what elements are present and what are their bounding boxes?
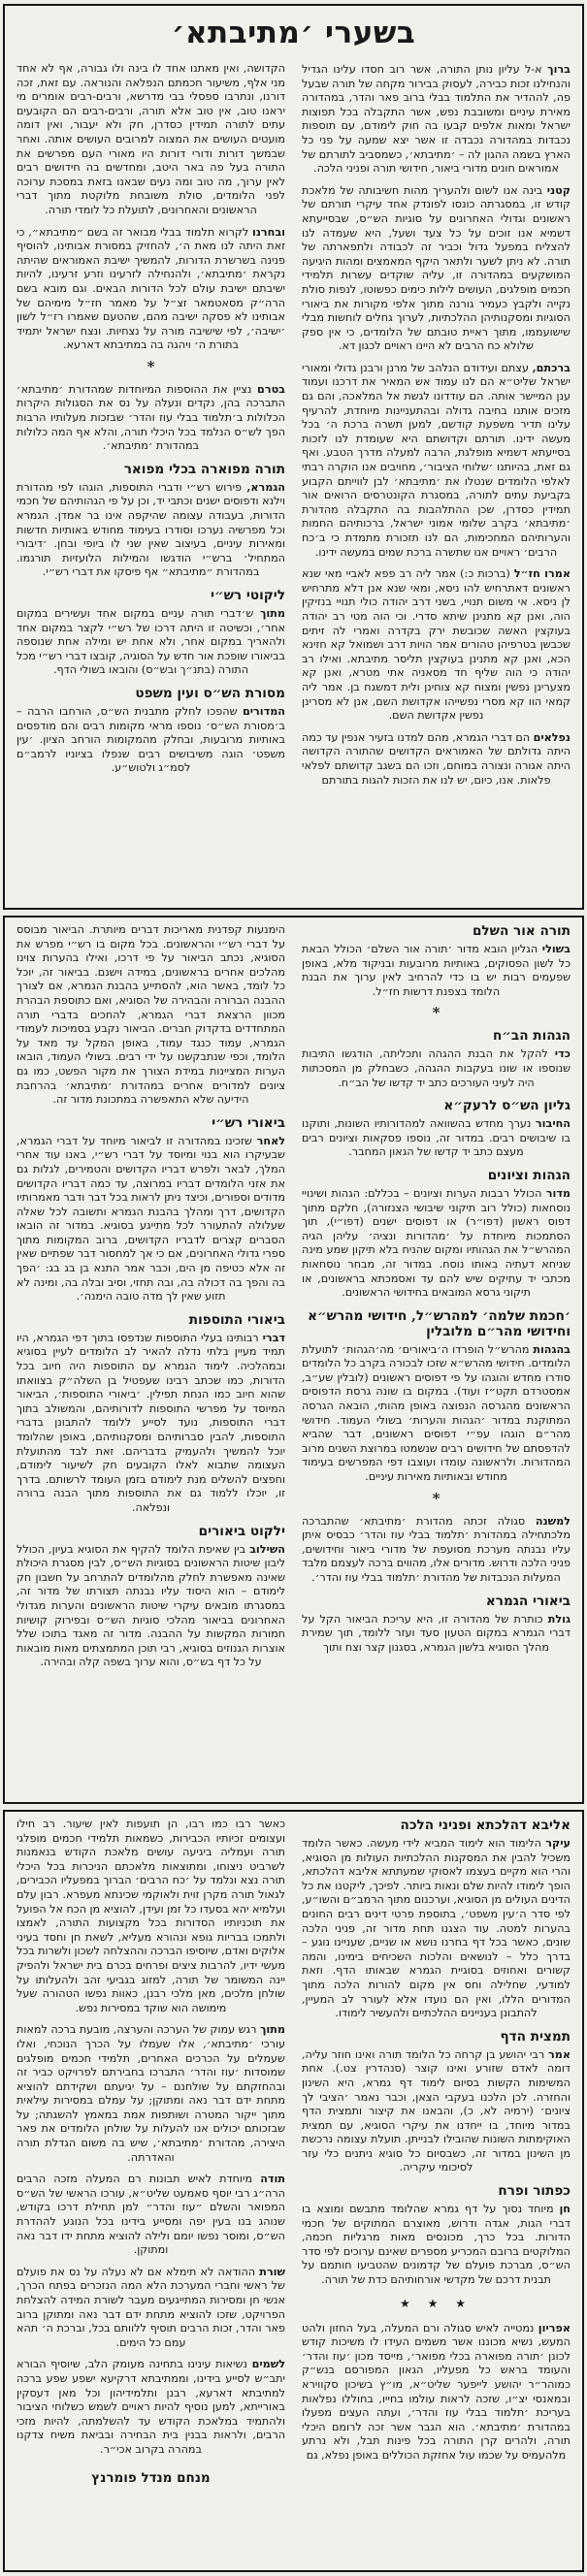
closing-column-left [16,1818,285,2564]
paragraph: לשמים נשיאות עינינו בתחינה מעומק הלב, שיוסיף הבורא יתב״ש לסייע בידינו, וממתיבתא דרקיעא ישפע שפע ברכה למתיבתא דארעא, רבנן ותלמידיהון וכל מאן דעסקין באורייתא, למען נוסיף להיות ראויים לשמש כשלוחי הציבור ולהתמיד במלאכת הקודש עד להשלמתה, להיות מזכי הרבים, ולראות בבנין בית הבחירה ובביאת משיח צדקנו במהרה בקרוב אכי״ר. [16,2357,285,2456]
paragraph-lead-word: תודה [260,2172,285,2186]
paragraph: אמרו חז״ל (ברכות כ:) אמר ליה רב פפא לאביי מאי שנא ראשונים דאתרחיש להו ניסא, ומאי שנא אנן דלא מתרחיש לן ניסא. אי משום תנויי, בשני דרב יהודה כולי תנויי בנזיקין הוה, ואנן קא מתנינן שיתא סדרי. וכי הוה מטי רב יהודה בעוקצין האשה שכובשת ירק בקדרה ואמרי לה זיתים שכבשן בטרפיהן טהורים אמר הויות דרב ושמואל קא חזינא הכא, ואנן קא מתנינן בעוקצין תליסר מתיבתא. ואילו רב יהודה כי הוה שליף חד מסאניה אתי מטרא, ואנן קא מצערינן נפשין ומצוח קא צוחינן ולית דמשגח בן. אמר ליה קמאי הוו קא מסרי נפשייהו אקדושת השם, אנן לא מסרינן נפשין אקדושת השם. [302,566,571,723]
section-heading: ילקוט ביאורים [198,1523,285,1539]
paragraph-lead-word: אמרו חז״ל [513,566,571,581]
paragraph-lead-word: ברכתם, [532,360,571,374]
section-heading: הגהות וציונים [487,1167,571,1183]
paragraph: חן מיוחד נסוך על דף גמרא שהלומד מתבשם ומוצא בו דברי הגות, אגדה ודרוש, מאוצרם המתוקים של חכמי הדורות. בכל כרך, מכונסים מאות מרגליות חכמה, המלוקטים ברובם המכריע מספרים שאינם ערוכים לפי סדר הש״ס, מברכת פועלם של קדמונים שהטביעו חותמם על תבנית דרכם של מקדשי אורחותיהם כדת של תורה. [302,2202,571,2287]
paragraph-lead-word: החיבור [535,1116,571,1131]
paragraph: אמר רבי יהושע בן קרחה כל הלומד תורה ואינו חוזר עליה, דומה לאדם שזורע ואינו קוצר (סנהדרין צט.). אחת המשימות הקשות בסיום לימוד דף גמרא, היא השינון והחזרה. לכן הלכנו בעקבי הצאן, וכבר נאמר ׳הציבי לך ציונים׳ (ירמיה לא, כ), והבאנו את קיצור ותמצית הדף במדור מיוחד, בו ייחדנו את עיקרי הסוגיא, עם תמצית האוקימתות השונות שהובילו לבנייתן. תועלת עצומה נרכשת מן השינון במדור זה, כשבסיום כל סוגיא ניתנים כלי עזר לסיכומי עיקריה. [302,2046,571,2174]
paragraph-lead-word: כדי [554,1046,571,1061]
paragraph-lead-word: מתוך [259,2022,285,2037]
paragraph-lead-word: בהגהות [533,1341,571,1356]
paragraph: מתוך ש׳דברי תורה עניים במקום אחד ועשירים במקום אחר׳, וכשיטה זו היתה דרכו של רש״י לקצר במקום אחד ולהאריך במקום אחר, ולא אחת יש ומילה אחת שנוספה בביאורו שופכת אור חדש על הסוגיה, קובצו דברי רש״י מכל התורה (בתנ״ך ובש״ס) והובאו בשולי הדף. [16,606,285,677]
paragraph-lead-word: ברוך [547,62,571,76]
paragraph: דברי רבותינו בעלי התוספות שנדפסו בתוך דפי הגמרא, היו תמיד מעיין בלתי נדלה להאיר לב הלומדים לעיין בסוגיא ובמהלכיה. לימוד הגמרא עם התוספות היה חיוב בכל הדורות, כמו שכתב רבינו שעפטיל בן השלה״ק בצוואתו שהוא חיוב כמו הנחת תפילין. ׳ביאורי התוספות׳, הביאור המיוסד על מפרשי התוספות לדורותיהם, והמשולב בתוך דברי התוספות, נועד לסייע ללומד להתבונן בדברי התוספות, להבין סברותיהם ומסקנותיהם, באופן שהלומד יוכל להמשיך ולהעמיק בדבריהם. זאת לבד מהתועלת העצומה שתבוא לאלו הקובעים חק לשיעור לימודם, וחפצים להשלים מנת לימודם בזמן העומד לרשותם. בדרך זו, יוכלו ללמוד גם את התוספות מתוך הבנה ברורה ונפלאה. [16,1330,285,1514]
star-divider: * [432,1489,440,1507]
paragraph-lead-word: המדורים [242,703,285,718]
section-heading: כפתור ופרח [498,2183,571,2200]
paragraph: עיקר הלימוד הוא לימוד המביא לידי מעשה. כאשר הלומד משכיל להבין את המסקנות ההלכתיות העולות מן הסוגיא, והרי הוא מקיים בעצמו לאסוקי שמעתתא אליבא דהלכתא, הופך לימודו להיות שלם ונאות ביותר. לפיכך, ליקטנו את כל הדינים העולים מן הסוגיא, וערכנום מתוך הרמב״ם והשו״ע, לפי סדר ה׳עין משפט׳, בתוספת פרטי דינים רבים החונים בהערות למטה. עוד הצגנו תחת מדור זה, פניני הלכה שונים, כאשר בכל דף בחרנו נושא או שניים, שעניינו נוגע – בדרך כלל – לנושאים והלכות השכיחים בימינו, והמה קשורים ואחוזים בסוגיית הגמרא שבאותו הדף. וזאת למודעי, שחלילה וחס אין מקום להורות הלכה מתוך המדורים הללו, ואין הם נועדו אלא לעורר לב המעיין, להתבונן בעניינים ההלכתיים ולהעשיר לימודו. [302,1836,571,2020]
star-divider: * [147,357,155,375]
paragraph: ברכתם, עצתם ועידודם הנלהב של מרנן ורבנן גדולי ומאורי ישראל שליט״א הם לנו עמוד אש המאיר את דרכנו ועמוד ענן המיישר אותה. הם עודדונו לגשת אל המלאכה, והם גם מזכים אותנו בחיבה גדולה ובהתעניינות מיוחדת, להרעיף עלינו תדיר משפעת קודשם, למען תשרה ברכת ה׳ בכל מעשה ידינו. תורתם וקדושתם היא שעומדת לנו לזכות בסייעתא דשמיא מופלגת, הרבה למעלה מדרך הטבע. ואף גם זאת, בהיותנו ׳שלוחי הציבור׳, מחויבים אנו הוקרה רבתי לאלפי הלומדים שנטלו את ׳מתיבתא׳ לבן לווייתם הקבוע בקביעת עתים לתורה, במסגרת הקונטרסים הרואים אור תמידין כסדרן, שכן ההתלהבות בה התקבלה מהדורת ׳מתיבתא׳ בקרב שלומי אמוני ישראל, ברכותיהם החמות והערותיהם המחכימות, הם לנו תזכורת מתמדת כי ב׳כח הרבים׳ ראויים אנו שתשרה ברכת שמים במעשה ידינו. [302,360,571,559]
intro-frame [3,4,584,910]
paragraph: בטרם נציין את ההוספות המיוחדות שמהדורת ׳מתיבתא׳ התברכה בהן, נקדים ונעלה על נס את הסגולות היקרות הכלולות ב׳תלמוד בבלי עוז והדר׳ שבזכות מעלותיו הרבות הפך לש״ס הנלמד בכל היכלי תורה, והלא אף המה כלולות במהדורת ׳מתיבתא׳. [16,381,285,453]
paragraph-lead-word: נפלאים [533,729,571,744]
paragraph: מדור הכולל רבבות הערות וציונים – בכללם: הגהות ושינויי נוסחאות (כולל רוב תיקוני שיבושי הצנזורה), חלקם מתוך דפוס ראשון (דפו״ר) או דפוסים ישנים (דפו״י), תוך הסתמכות מיוחדת על ׳מהדורות ונציה׳ עליהן הגיה המהרש״ל את הגהותיו ומקום שהניח בלא תיקון שמע מינה שניחא דעתיה באותו נוסח. במדור זה, מבחר נוסחאות מכתבי יד עתיקים שיש להם עד ואסמכתא בראשונים, או תיקוני גרסא המובאים בחידושי הראשונים. [302,1185,571,1300]
paragraph: מתוך רגש עמוק של הערכה והערצה, מובעת ברכה למאות עורכי ׳מתיבתא׳, אלו שעמלו על הכרך הנוכחי, ואלו שעמלים על הכרכים האחרים, תלמידי חכמים מופלגים שמוסדות ׳עוז והדר׳ התברכו בחבירתם לפרויקט כביר זה ובהחזקתם על שולחנם – על יגיעתם ושקידתם להוציא מתחת ידם דבר נאה ומתוקן; על עמלם במסירות עילאית מתוך ייקור המטרה ושותפות אמת במאמץ להשגתה; על שבזכותם יכולים אנו להעלות על שולחן הלומדים את פאר היצירה, מהדורת ׳מתיבתא׳, שיש בה משום הגדלת תורה והאדרתה. [16,2022,285,2164]
continuation-paragraph: כאשר רבו כמו רבו, הן תועפות לאין שיעור. רב חילו ועצומים זכיותיו הכבירות, כשמאות תלמידי חכמים מופלגי תורה ועמליה ביגיעה עושים מלאכת הקודש בנאמנות לשרביט ניצוחו, ומתוצאות מלאכתם הניכרות בכל היכלי תורה נצא ונלמד על ׳כח הרבים׳ הברוך במפעליו הכבירים, לגאול תורה מקרן זוית ולאוקמי שכינתא מעפרא. רבון עלם ועלמיא יהא בסעדו כל זמן ועידן, להוציא מן הכח אל הפועל את תוכניותיו הסדורות בכל מקצועות התורה, לאמצו ולתמכו בבריות גופא ונהורא מעליא, לשאת חן וחסד בעיני אלוקים ואדם, שיוסיפו הברכה וההצלחה לשכון ולשרות בכל מעשי ידיו, להרבות ציצים ופרחים בכרם בית ישראל ולהפיק יינה המשומר של תורה, למזוג בגביעי זהב ולהעלותו על שולחן מלכים, מאן מלכי רבנן, כאוות נפשו הטהורה שעל מימושה הוא שוקד במסירות נפש. [16,1818,285,2014]
section-heading: גליון הש״ס לרעק״א [443,1098,571,1114]
paragraph: השילוב בין שאיפת הלומד להקיף את הסוגיא בעיון, הכולל ליבון שיטות הראשונים בסוגיות הש״ס, לבין מסגרת היכולת שאינה מאפשרת לחלק מהלומדים להתרחב על חשבון חק לימודם – הוא היסוד עליו נבנתה תצורתו של מדור זה, במסגרתו מובאים עיקרי שיטות הראשונים והערות מגדולי האחרונים בביאור מהלכי סוגיות הש״ס ובפירוק קושיות חמורות המקשות על ההבנה. מדור זה מאגד בתוכו שלל אוצרות הגנוזים בסוגיא, רבי תוכן המתמצתים מאות מובאות על כל דף בש״ס, והוא ערוך בשפה קלה ובהירה. [16,1541,285,1669]
closing-frame [3,1810,584,2572]
section-heading: מסורת הש״ס ועין משפט [135,685,285,701]
paragraph-lead-word: חן [559,2202,571,2216]
paragraph-lead-word: ובחרנו [252,224,285,239]
paragraph: המדורים שהפכו לחלק מתבנית הש״ס, הורחבו הרבה – ב׳מסורת הש״ס׳ נוספו מראי מקומות רבים והם מודפסים באותיות מרובעות, ובחלק מהמקומות הורחב הציון. ׳עין משפט׳ הוגה משיבושים רבים שנפלו בציוניו לרמב״ם לסמ״ג ולטוש״ע. [16,703,285,775]
continuation-paragraph: הימנעות קפדנית מאריכות דברים מיותרת. הביאור מבוסס על דברי רש״י והראשונים. בכל מקום בו רש״י מפרש את הסוגיא, נכתב הביאור על פי דרכו, ואילו בהערות צוינו מהלכים אחרים בראשונים, במידה וישנם. בביאור זה, יוכל כל לומד, באשר הוא, להסתייע בהבנת הגמרא, אם לצורך ההבנה הברורה והבהירה של הסוגיא, ואם כתוספת הבהרת מכוון הרצאת דברי הגמרא, להחכים בדברי תורה המתחדדים בדקדוק חברים. הביאור נקבע בסמיכות לעמודי הגמרא, עמוד כנגד עמוד, באופן המקל עד מאד על הלומד, וכפי שנתבקשנו על ידי רבים. בשולי העמוד, הובאו הערות המציינות במידת הצורך את מקור הפשט, כמו גם ציונים למדורים אחרים במהדורת ׳מתיבתא׳ בהרחבת הידיעה שלא התאפשרה במתכונת מדור זה. [16,923,285,1107]
signature: מנחם מנדל פומרנץ [91,2469,211,2486]
paragraph-lead-word: בטרם [257,381,285,396]
section-heading: ׳חכמת שלמה׳ למהרש״ל, חידושי מהרש״א וחידושי מהר״ם מלובלין [308,1307,571,1339]
paragraph-lead-word: שורת [259,2264,285,2278]
paragraph: ברוך א-ל עליון נותן התורה, אשר רוב חסדו עלינו הגדיל והנחילנו זכות כבירה, לעסוק בבירור מקחה של תורה שבעל פה, לההדיר את התלמוד בבלי ברוב פאר והדר, במהדורה מאירת עיניים ומשובבת נפש, אשר התקבלה בכל תפוצות ישראל ומאות אלפים קבעו בה חוק לימודם, עם תוספות נכבדות במהדורה נכבדה זו אשר יצא שמעה על פני כל הארץ בשמה ההגון לה – ׳מתיבתא׳, כשמסביב לתורתם של אמוראים חונים מדורי ביאור, חידושי תורה ופניני הלכה. [302,62,571,176]
paragraph: הגמרא, פירוש רש״י ודברי התוספות, הוגהו לפי מהדורת וילנא ודפוסים ישנים וכתבי יד, וכן על פי הגהותיהם של חכמי הדורות, בעבודה עצומה שהיקפה אינו בר אמדן. הגמרא וכל מפרשיה נערכו וסודרו בעימוד מחודש באותיות חדשות ומאירות עיניים, בעיצוב שאין שני לו ביופי ובחן. ׳דיבורי המתחיל׳ ברש״י הודגשו והמילות הלועזיות תורגמו. במהדורת ״מתיבתא״ אף פיסקו את דברי רש״י. [16,479,285,579]
paragraph: שורת ההודאה לא תימלא אם לא נעלה על נס את פועלם של ראשי וחברי המערכת הלא המה הנזכרים בפתח הכרך, אנשי חן ומסירות המתייגעים מעבר לשורת המידה להצלחת הפרויקט, שזכו להוציא מתחת ידם דבר נאה ומתוקן ברוב פאר והדר, זכות הרבים תוסיף ללוותם בכל, וברכת ה׳ תהא עמם כל הימים. [16,2264,285,2349]
page-title: בשערי ׳מתיבתא׳ [171,16,416,50]
paragraph: כדי להקל את הבנת ההגהה ותכליתה, הודגשו התיבות שנוספו או שונו בעקבות ההגהה, כשבחלק מן המסכתות היה לעיני העורכים כתב יד קדשו של הב״ח. [302,1046,571,1089]
section-heading: ביאורי התוספות [188,1311,285,1328]
paragraph: אפריון נמטייה לאיש סגולה ורם המעלה, בעל החזון ולהט המעש, נשיא מכוננו אשר משמים העידו לו משיכות קודש לכונן ׳תורה מפוארה בכלי מפואר׳, מייסד מכון ׳עוז והדר׳ והעומד בראש כל מפעליו, הגאון המפורסם בנש״ק כמוהר״ר יהושע לייפער שליט״א, מו״ץ בשיכון סקווירא ובמאנסי יצ״ו, שזכה לראות עולמו בחייו, בחוללו נפלאות בעריכת ׳תלמוד בבלי עוז והדר׳, ועתה העצים מפעלו במהדורת ׳מתיבתא׳. הוא הגבר אשר זכה לרומם היכלי תורה, ולהרים קרן התורה בכל פינות תבל, ולא נרתע מלהעמיס על שכמו עול אחזקת הכוללים באופן נפלא, גם [302,2320,571,2462]
paragraph: לאחר שזכינו במהדורה זו לביאור מיוחד על דברי הגמרא, שבעיקרו הוא בנוי ומיוסד על דברי רש״י, באנו עוד אחרי המלך, לבאר ולפרש דבריו הקדושים והטמירים, לגלות גם את אזני הלומדים דבריו במרוצה, עד כמה דבריו הקדושים מדודים וספורים, וכיצד ניתן לראות בכל דבר ודבר מאמרותיו הקדושים, דרך ומהלך בהבנת הגמרא ותשובה לכל שאלה שעלולה להתעורר לכל מתייגע בסוגיא. במדור זה הובאו הסברים קצרים לדבריו הקדושים, ברוב המקומות מתוך ספרי גדולי האחרונים, אם כי אך למחסור דבר שפתיים שאין זה אלא כטיפה מן הים, וכבר אמר התנא בן בג בג: ׳הפך בה והפך בה דכולה בה, ובה תחזי, וסיב ובלה בה, ומינה לא תזוע שאין לך מדה טובה הימנה׳. [16,1133,285,1304]
closing-column-right [302,1818,571,2564]
intro-columns [16,62,571,894]
section-heading: אליבא דהלכתא ופניני הלכה [400,1818,571,1833]
paragraph: בהגהות מהרש״ל הופרדו ה׳ביאורים׳ מה׳הגהות׳ לתועלת הלומדים. חידושי מהרש״א שזכו לבכורה בקרב כל הלומדים סודרו מחדש והוגהו על פי דפוסים ראשונים (לובלין שע״ב, אמסטרדם תקט״ז ועוד). במקום בו שונה גרסת הדפוסים הראשונים מהגרסה הנפוצה באופן מהותי, הובאה הגרסה המתוקנת במדור ׳הגהות והערות׳ בשולי העמוד. חידושי מהר״ם הוגהו עפ״י דפוסים ראשונים, דבר שהביא להדפסתם של חידושים רבים שנשמטו במרוצת השנים מרוב המהדורות. ולראשונה עומדו ועוצבו דפי המפרשים בעימוד מחודש ובאותיות מאירות עיניים. [302,1341,571,1484]
modules-frame [3,916,584,1804]
paragraph-lead-word: לשמים [251,2357,285,2371]
paragraph: נפלאים הם דברי הגמרא, מהם למדנו בזעיר אנפין עד כמה היתה גדולתם של האמוראים הקדושים שהתורה הקדושה היתה אגורה ונצורה במוחם, וזכו הם בשגב קדושתם לפלאי פלאות. אנו, כיום, יש לנו את הזכות להגות בתורתם [302,729,571,787]
modules-columns [16,923,571,1796]
paragraph: קטני בינה אנו לשום ולהעריך מהות חשיבותה של מלאכת קודש זו, במסגרתה כונסו לפונדק אחד עיקרי תורתם של ראשונים וגדולי האחרונים על סוגיות הש״ס, שבסייעתא דשמיא אנו זוכים על כל צעד ושעל, היא שעמדה לנו להצליח במפעל גדול וכביר זה לכבודה ולתפארתה של תורה. לא ניתן לשער ולתאר היקף המאמצים ומהות היגיעה המושקעים במהדורה זו, עליה שוקדים עשרות תלמידי חכמים מופלגים, העושים לילות כימים כפשוטו, לנפות סולת נקייה ולקבץ כעמיר גורנה מתוך אלפי מקורות את ביאורי הסוגיות ומסקנותיהן ההלכתיות, לערוך גחלים לוחשות מבלי שישועממו, מתוך ראיית טובתם של הלומדים, כי אין ספק שלולא כח הרבים לא היינו ראויים לכגון דא. [302,182,571,353]
modules-column-right [302,923,571,1796]
section-heading: תורה מפוארה בכלי מפואר [123,461,285,477]
paragraph-lead-word: למשנה [535,1513,571,1528]
paragraph: תודה מיוחדת לאיש תבונות רם המעלה מזכה הרבים הרה״ג רבי יוסף סאמעט שליט״א, עורכו הראשי של הש״ס המפואר והשלם ״עוז והדר״ למן תחילת דרכו בקודש, שנוהג בנו בעין יפה ומסייע בידינו בכל הנוגע לההדרת הש״ס, ומוסר נפשו יומם ולילה להוציא מתחת ידו דבר נאה ומתוקן. [16,2172,285,2257]
paragraph-lead-word: עיקר [545,1836,571,1850]
paragraph-lead-word: לאחר [256,1133,285,1147]
paragraph: בשולי הגליון הובא מדור ׳תורה אור השלם׳ הכולל הבאת כל לשון הפסוקים, באותיות מרובעות ובניקוד מלא, באופן שפעמים רבות יש בו כדי להרחיב לאין ערוך את הבנת הלומד בצפנת דרשות חז״ל. [302,942,571,998]
paragraph-lead-word: מתוך [259,606,285,620]
star-divider: * [432,1004,440,1022]
continuation-paragraph: הקדושה, ואין מאתנו אחד לו בינה ולו גבורה, אף לא אחד מני אלף, משיעור חכמתם הנפלאה והנוראה. עם זאת, זכה דורנו, ונתרבו ספסלי בבי מדרשא, ורבים-רבים אומרים מי יראנו טוב, אין טוב אלא תורה, ורבים-רבים הם הקובעים עתים לתורה תמידין כסדרן, חק ולא יעבור, ואין דומה מועטים העושים את המצוה למרובים העושים אותה. ואחר שבמשך דורות ודורי דורות היו מאורי העם מפרשים את התורה בעל פה באר היטב, ומחדשים בה חידושים רבים לאין ערוך, מה טוב ומה נעים שבאנו בזאת במסכת ערוכה לפני הלומדים, סולת משובחת מלוקטת מתוך דברי הראשונים והאחרונים, לתועלת כל לומדי תורה. [16,62,285,216]
paragraph-lead-word: מדור [545,1185,571,1200]
paragraph-lead-word: אמר [548,2046,571,2061]
section-heading: ביאורי רש״י [212,1114,285,1131]
section-heading: תמצית הדף [500,2028,571,2045]
paragraph: ובחרנו לקרוא תלמוד בבלי מבואר זה בשם ״מתיבתא״, כי זאת היתה לנו מאת ה׳, להחזיק במסורת אבותינו, להוסיף פנינה בשרשרת הדורות, להמשיך ישיבת האמוראים שהיתה נקראת ׳מתיבתא׳, ולהנחילה לזרעינו וזרע זרעינו, להיות ישיבתם ישיבת עולם לכל הדורות הבאים. וגם מובא בשם הרה״ק מסאטמאר זצ״ל על מאמר חז״ל מימיהם של אבותינו לא פסקה ישיבה מהם, שהטעם שאמרו רז״ל לשון ׳ישיבה׳, לפי שישיבה מורה על נצחיות. ונצח ישראל יתמיד בתורת ה׳ ויהגה בה במתיבתא דארעא. [16,224,285,352]
triple-star-divider: ★ ★ ★ [400,2296,473,2310]
section-heading: הגהות הב״ח [492,1028,571,1045]
paragraph-lead-word: גולת [547,1611,571,1626]
paragraph-lead-word: אפריון [538,2320,571,2334]
paragraph-lead-word: קטני [546,182,571,197]
section-heading: תורה אור השלם [472,923,571,939]
paragraph-lead-word: השילוב [249,1541,285,1556]
intro-column-right [302,62,571,894]
paragraph-lead-word: דברי [262,1330,285,1344]
paragraph: החיבור נערך מחדש בהשוואה למהדורותיו השונות, ותוקנו בו שיבושים רבים. במדור זה, נוספו פסקאות וציונים רבים מעצם כתב יד קדשו של הגאון המחבר. [302,1116,571,1159]
paragraph-lead-word: הגמרא, [246,479,285,494]
modules-column-left [16,923,285,1796]
document-page [0,4,587,2572]
paragraph-lead-word: בשולי [541,942,571,955]
intro-column-left [16,62,285,894]
section-heading: ביאורי הגמרא [485,1593,571,1609]
closing-columns [16,1818,571,2564]
paragraph: גולת כותרת של מהדורה זו, היא עריכת הביאור הקל על דברי הגמרא במקום הטעון סעד ועזר ללומד, תוך שמירת מהלך הסוגיא בלשון הגמרא, בסגנון קצר וצח ותוך [302,1611,571,1654]
section-heading: ליקוטי רש״י [210,588,285,603]
paragraph: למשנה סגולה זכתה מהדורת ׳מתיבתא׳ שהתברכה מלכתחילה במהדורת ׳תלמוד בבלי עוז והדר׳ כבסיס איתן עליו נבנתה מערכת מסועפת של מדורי ביאור וחידושים, פניני הלכה ודרוש. מדורים אלו, מהווים ברכה לעצמם מלבד המעלות הנכבדות של מהדורת ׳תלמוד בבלי עוז והדר׳. [302,1513,571,1584]
